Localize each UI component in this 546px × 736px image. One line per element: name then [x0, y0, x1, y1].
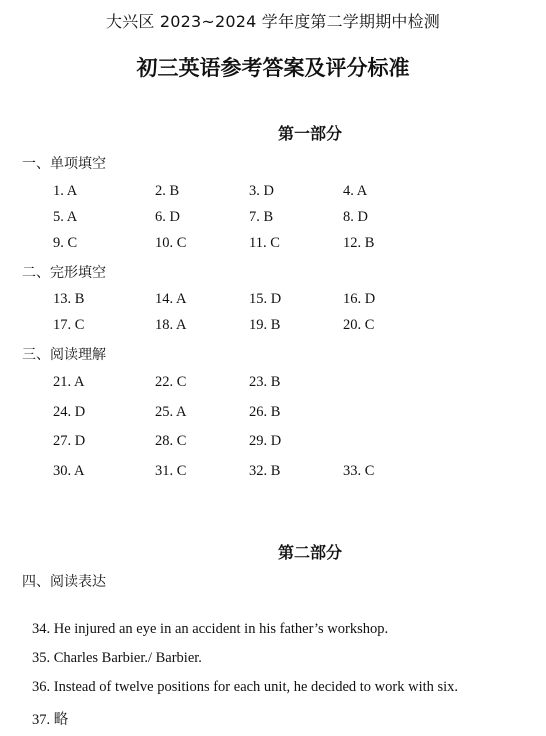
answer-item: 26. B [249, 404, 281, 420]
exam-header: 大兴区 2023~2024 学年度第二学期期中检测 [105, 12, 441, 31]
answer-item: 19. B [249, 317, 281, 333]
answer-item: 31. C [155, 463, 187, 479]
answer-item: 14. A [155, 291, 187, 307]
answer-item: 27. D [53, 433, 86, 449]
document-title: 初三英语参考答案及评分标准 [136, 56, 410, 80]
written-answer: 37. 略 [32, 712, 69, 728]
answer-item: 24. D [53, 404, 86, 420]
answer-item: 3. D [249, 183, 274, 199]
written-answer: 36. Instead of twelve positions for each unit, he decided to work with six. [32, 679, 459, 695]
answer-item: 29. D [249, 433, 282, 449]
answer-item: 23. B [249, 374, 281, 390]
answer-item: 10. C [155, 235, 187, 251]
written-answer: 35. Charles Barbier./ Barbier. [32, 650, 202, 666]
answer-item: 2. B [155, 183, 180, 199]
answer-item: 17. C [53, 317, 85, 333]
answer-item: 30. A [53, 463, 85, 479]
section-heading-reading: 三、阅读理解 [22, 347, 106, 363]
answer-item: 8. D [343, 209, 368, 225]
answer-item: 22. C [155, 374, 187, 390]
section-heading-cloze: 二、完形填空 [22, 265, 106, 281]
answer-item: 6. D [155, 209, 180, 225]
answer-item: 1. A [53, 183, 78, 199]
answer-item: 18. A [155, 317, 187, 333]
answer-item: 33. C [343, 463, 375, 479]
answer-item: 15. D [249, 291, 282, 307]
answer-item: 16. D [343, 291, 376, 307]
written-answer: 34. He injured an eye in an accident in his father’s workshop. [32, 621, 389, 637]
section-heading-reading-expression: 四、阅读表达 [22, 574, 106, 590]
answer-item: 5. A [53, 209, 78, 225]
answer-item: 25. A [155, 404, 187, 420]
answer-item: 4. A [343, 183, 368, 199]
answer-item: 13. B [53, 291, 85, 307]
answer-item: 21. A [53, 374, 85, 390]
part-two-title: 第二部分 [277, 543, 342, 562]
answer-item: 7. B [249, 209, 274, 225]
answer-item: 28. C [155, 433, 187, 449]
section-heading-single-choice: 一、单项填空 [22, 156, 106, 172]
answer-item: 9. C [53, 235, 78, 251]
answer-item: 12. B [343, 235, 375, 251]
part-one-title: 第一部分 [277, 124, 342, 143]
answer-item: 32. B [249, 463, 281, 479]
answer-item: 20. C [343, 317, 375, 333]
answer-item: 11. C [249, 235, 280, 251]
